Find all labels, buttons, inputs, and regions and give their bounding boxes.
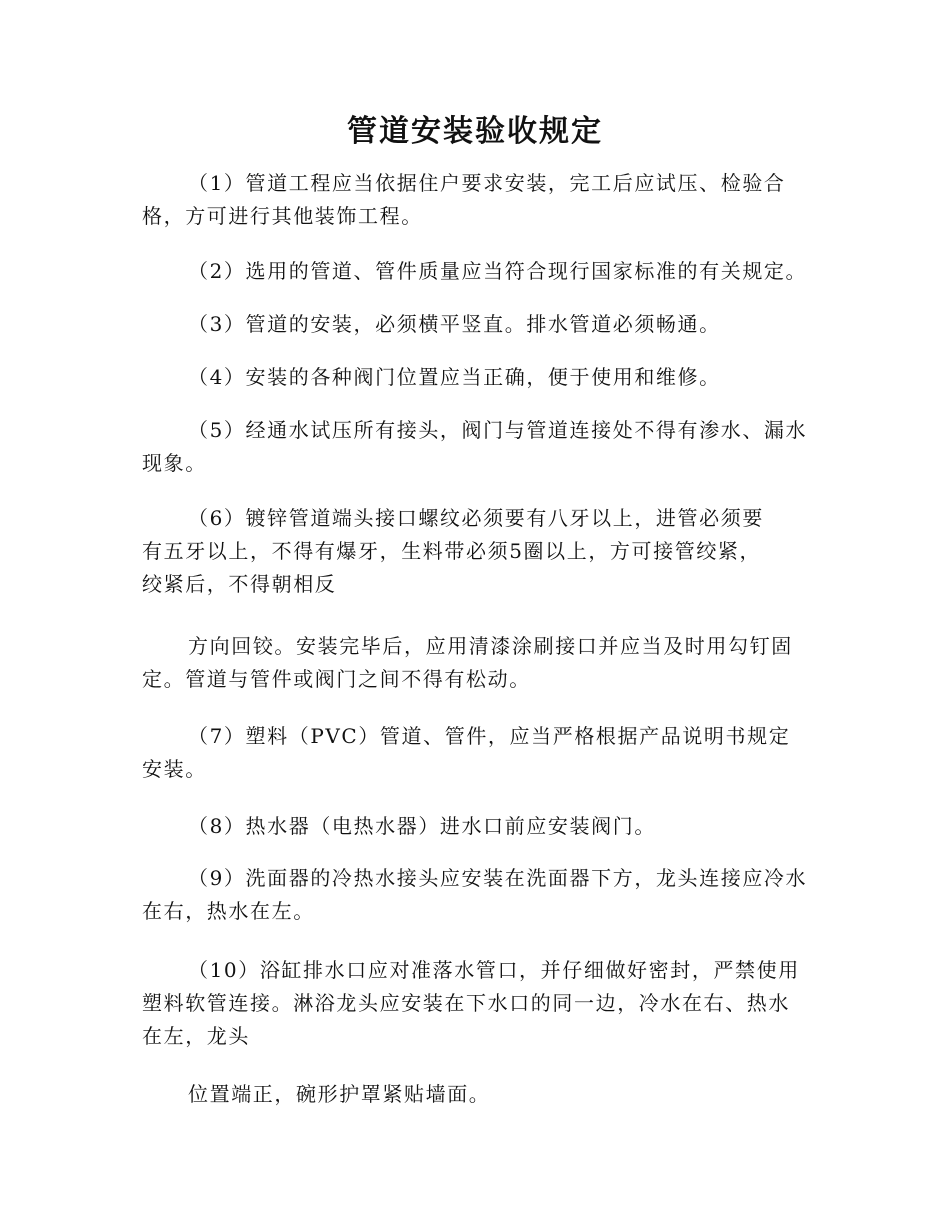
paragraph-2: （2）选用的管道、管件质量应当符合现行国家标准的有关规定。 bbox=[188, 259, 808, 283]
paragraph-4: （4）安装的各种阀门位置应当正确，便于使用和维修。 bbox=[188, 365, 721, 389]
paragraph-3: （3）管道的安装，必须横平竖直。排水管道必须畅通。 bbox=[188, 312, 721, 336]
paragraph-6: （6）镀锌管道端头接口螺纹必须要有八牙以上，进管必须要有五牙以上，不得有爆牙，生料带必须5圈以上，方可接管绞紧，绞紧后，不得朝相反 bbox=[142, 506, 764, 596]
paragraph-9: （9）洗面器的冷热水接头应安装在洗面器下方，龙头连接应冷水在右，热水在左。 bbox=[142, 866, 808, 923]
paragraph-10: （10）浴缸排水口应对准落水管口，并仔细做好密封，严禁使用塑料软管连接。淋浴龙头应安装在下水口的同一边，冷水在右、热水在左，龙头 bbox=[142, 958, 800, 1048]
paragraph-10-continued: 位置端正，碗形护罩紧贴墙面。 bbox=[188, 1082, 491, 1106]
paragraph-6-continued: 方向回铰。安装完毕后，应用清漆涂刷接口并应当及时用勾钉固定。管道与管件或阀门之间不得有松动。 bbox=[142, 634, 793, 691]
paragraph-5: （5）经通水试压所有接头，阀门与管道连接处不得有渗水、漏水现象。 bbox=[142, 418, 808, 475]
paragraph-1: （1）管道工程应当依据住户要求安装，完工后应试压、检验合格，方可进行其他装饰工程。 bbox=[142, 171, 786, 228]
paragraph-8: （8）热水器（电热水器）进水口前应安装阀门。 bbox=[188, 814, 656, 838]
document-title: 管道安装验收规定 bbox=[347, 114, 603, 149]
paragraph-7: （7）塑料（PVC）管道、管件，应当严格根据产品说明书规定安装。 bbox=[142, 724, 791, 781]
